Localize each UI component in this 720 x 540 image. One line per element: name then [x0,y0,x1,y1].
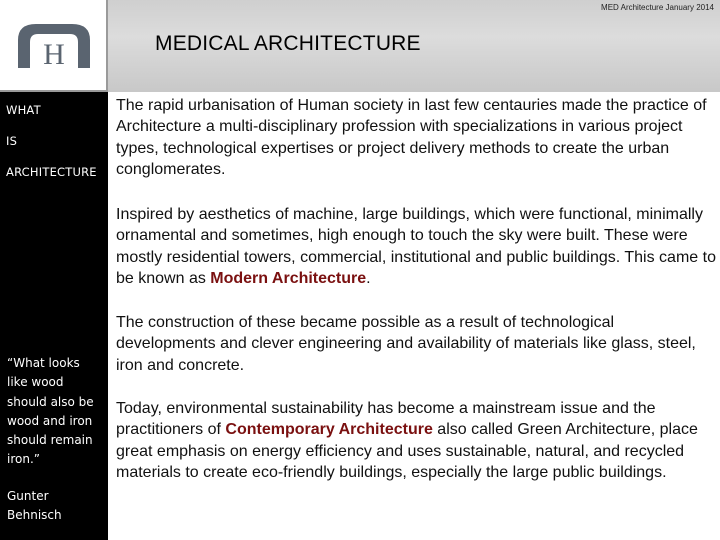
author-line: Gunter [7,489,49,503]
paragraph-2-end: . [366,270,371,288]
paragraph-3: The construction of these became possible as a result of technological developments and clever engineering and availability of materials like glass, steel, iron and concrete. [116,314,696,374]
logo [0,0,108,92]
page-title: MEDICAL ARCHITECTURE [155,32,421,55]
paragraph-1: The rapid urbanisation of Human society in last few centauries made the practice of Architecture a multi-disciplinary profession with specializations in various project types, technological expertises or project delivery methods to create the urban conglomerates. [116,97,707,179]
quote [7,354,107,470]
quote-author [7,487,107,526]
header-meta: MED Architecture January 2014 [601,3,714,12]
sidebar-word-what: WHAT [6,103,41,117]
modern-architecture-highlight: Modern Architecture [210,270,367,288]
quote-line: should also be [7,394,94,409]
quote-line: like wood [7,375,64,390]
logo-letter: H [43,38,65,70]
paragraph-4-text: Today, environmental sustainability has become a mainstream issue and the practitioners of [116,400,656,439]
quote-line: wood and iron [7,413,93,428]
quote-line: should remain [7,433,93,448]
sidebar-word-architecture: ARCHITECTURE [6,165,97,179]
sidebar [0,92,108,540]
quote-line: “What looks [7,356,80,370]
author-line: Behnisch [7,508,62,523]
paragraph-4-end: also called Green Architecture, place great emphasis on energy efficiency and uses sustainable, natural, and recycled materials to create eco-friendly buildings, especially the large public buildings. [116,421,698,482]
paragraph-2 [116,204,716,290]
sidebar-word-is: IS [6,134,18,148]
logo-h-icon [16,22,92,70]
quote-line: iron.” [7,452,40,467]
paragraph-4 [116,398,716,484]
contemporary-architecture-highlight: Contemporary Architecture [225,421,433,439]
paragraph-2-text: Inspired by aesthetics of machine, large buildings, which were functional, minimally ornamental and sometimes, high enough to touch the sky were built. These were mostly residential towers, commercial, institutional and public buildings. This came to be known as [116,206,716,288]
